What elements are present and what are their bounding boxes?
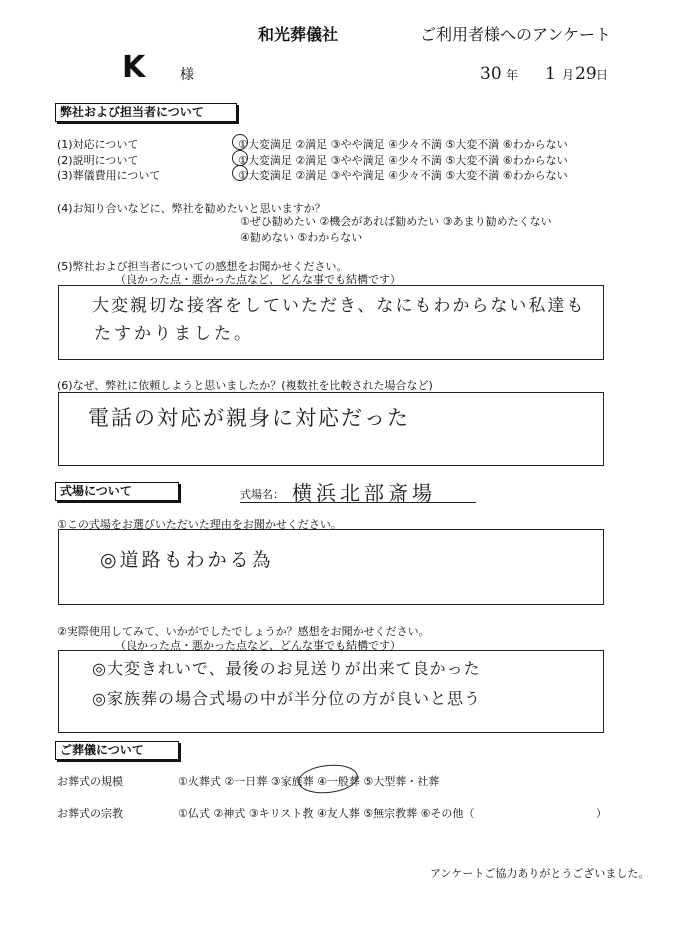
funeral-scale-options: ①火葬式 ②一日葬 ③家族葬 ④一般葬 ⑤大型葬・社葬 [178,775,440,788]
selection-circle-explanation [232,150,248,166]
selection-circle-cost [232,165,248,181]
question-explanation: (2)説明について [57,154,139,167]
date-year: 30 [480,64,502,84]
rating-scale-explanation: ①大変満足 ②満足 ③やや満足 ④少々不満 ⑤大変不満 ⑥わからない [238,154,568,167]
venue-name-underline [240,502,476,503]
question-reason: (6)なぜ、弊社に依頼しようと思いましたか？(複数社を比較された場合など) [57,379,433,392]
funeral-religion-label: お葬式の宗教 [57,807,123,820]
survey-title: ご利用者様へのアンケート [420,25,612,44]
impressions-answer-line2: たすかりました。 [94,324,254,344]
venue-usage-answer-line1: ◎大変きれいで、最後のお見送りが出来て良かった [92,659,481,678]
footer-thanks: アンケートご協力ありがとうございました。 [430,867,650,880]
question-impressions-sub: （良かった点・悪かった点など、どんな事でも結構です） [115,273,401,286]
venue-name-label: 式場名： [240,488,284,501]
date-day-unit: 日 [596,68,609,82]
venue-usage-answer-line2: ◎家族葬の場合式場の中が半分位の方が良いと思う [92,689,481,708]
venue-reason-answer: ◎道路もわかる為 [100,549,274,571]
date-day: 29 [575,64,597,84]
rating-scale-response: ①大変満足 ②満足 ③やや満足 ④少々不満 ⑤大変不満 ⑥わからない [238,138,568,151]
funeral-religion-close-paren: ） [596,807,607,820]
customer-suffix: 様 [180,67,194,83]
rating-scale-cost: ①大変満足 ②満足 ③やや満足 ④少々不満 ⑤大変不満 ⑥わからない [238,169,568,182]
recommend-options-line1: ①ぜひ勧めたい ②機会があれば勧めたい ③あまり勧めたくない [240,215,552,228]
section-heading-company: 弊社および担当者について [55,103,237,122]
question-recommend: (4)お知り合いなどに、弊社を勧めたいと思いますか？ [57,202,326,215]
funeral-religion-options: ①仏式 ②神式 ③キリスト教 ④友人葬 ⑤無宗教葬 ⑥その他（ [178,807,475,820]
funeral-scale-selection-circle [297,762,360,796]
question-venue-usage: ②実際使用してみて、いかがでしたでしょうか？感想をお聞かせください。 [57,625,430,638]
question-impressions: (5)弊社および担当者についての感想をお聞かせください。 [57,260,348,273]
section-heading-funeral: ご葬儀について [55,741,179,760]
question-cost: (3)葬儀費用について [57,169,161,182]
question-venue-reason: ①この式場をお選びいただいた理由をお聞かせください。 [57,518,342,531]
date-month: 1 [545,64,556,84]
recommend-options-line2: ④勧めない ⑤わからない [240,231,363,244]
venue-name-value: 横浜北部斎場 [292,481,436,505]
question-venue-usage-sub: （良かった点・悪かった点など、どんな事でも結構です） [115,639,401,652]
date-year-unit: 年 [506,68,519,82]
company-name: 和光葬儀社 [258,25,339,44]
reason-answer: 電話の対応が親身に対応だった [88,406,410,430]
date-month-unit: 月 [562,68,575,82]
customer-initial: K [122,50,146,85]
impressions-answer-line1: 大変親切な接客をしていただき、なにもわからない私達も [92,296,586,316]
question-response: (1)対応について [57,138,139,151]
selection-circle-response [232,134,248,150]
section-heading-venue: 式場について [55,482,179,501]
funeral-scale-label: お葬式の規模 [57,775,123,788]
